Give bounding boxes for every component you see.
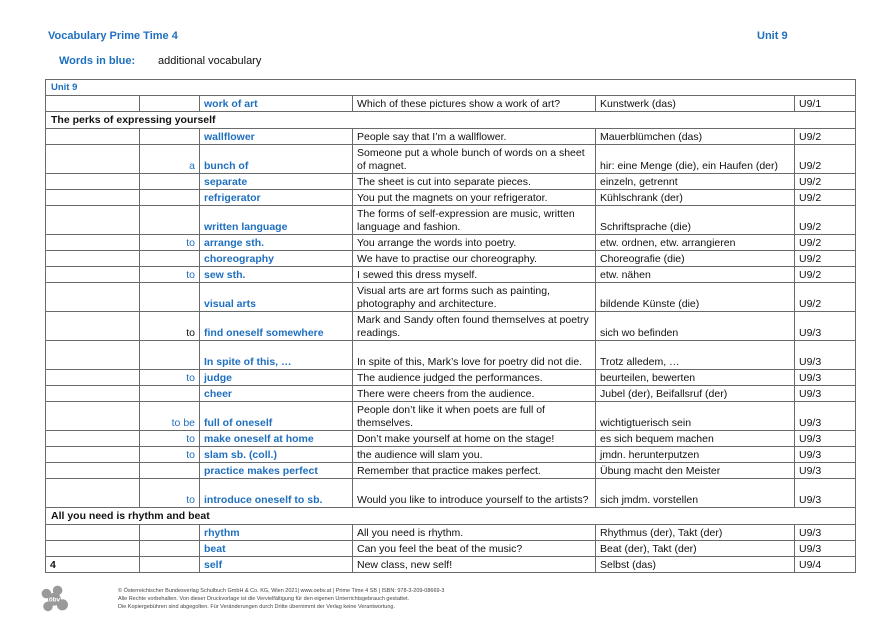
word-prefix — [140, 283, 200, 312]
word-prefix — [140, 341, 200, 370]
unit-reference: U9/2 — [795, 145, 856, 174]
unit-reference: U9/4 — [795, 557, 856, 573]
unit-reference: U9/2 — [795, 283, 856, 312]
vocabulary-table — [45, 79, 856, 573]
section-heading-row — [46, 508, 856, 525]
unit-reference: U9/3 — [795, 312, 856, 341]
vocab-word: wallflower — [200, 129, 353, 145]
row-number-cell — [46, 190, 140, 206]
row-number-cell — [46, 206, 140, 235]
word-prefix: a — [140, 145, 200, 174]
vocab-row — [46, 235, 856, 251]
vocab-word: cheer — [200, 386, 353, 402]
copyright-notice — [118, 587, 444, 611]
vocab-row — [46, 447, 856, 463]
vocab-row — [46, 145, 856, 174]
german-translation: es sich bequem machen — [596, 431, 795, 447]
word-prefix — [140, 386, 200, 402]
vocab-row — [46, 283, 856, 312]
unit-reference: U9/2 — [795, 267, 856, 283]
word-prefix — [140, 129, 200, 145]
german-translation: hir: eine Menge (die), ein Haufen (der) — [596, 145, 795, 174]
page-title: Vocabulary Prime Time 4 — [48, 30, 178, 42]
vocab-word: choreography — [200, 251, 353, 267]
word-prefix: to — [140, 267, 200, 283]
row-number-cell — [46, 312, 140, 341]
german-translation: sich jmdm. vorstellen — [596, 479, 795, 508]
vocab-word: introduce oneself to sb. — [200, 479, 353, 508]
vocab-row — [46, 525, 856, 541]
unit-reference: U9/2 — [795, 190, 856, 206]
german-translation: Selbst (das) — [596, 557, 795, 573]
example-sentence: Remember that practice makes perfect. — [353, 463, 596, 479]
unit-reference: U9/3 — [795, 525, 856, 541]
row-number-cell — [46, 370, 140, 386]
vocab-word: arrange sth. — [200, 235, 353, 251]
vocab-word: practice makes perfect — [200, 463, 353, 479]
vocab-word: rhythm — [200, 525, 353, 541]
publisher-logo — [40, 584, 72, 616]
example-sentence: Would you like to introduce yourself to the artists? — [353, 479, 596, 508]
vocab-row — [46, 174, 856, 190]
word-prefix — [140, 541, 200, 557]
example-sentence: Visual arts are art forms such as painting, photography and architecture. — [353, 283, 596, 312]
row-number-cell — [46, 463, 140, 479]
vocab-word: refrigerator — [200, 190, 353, 206]
example-sentence: The forms of self-expression are music, written language and fashion. — [353, 206, 596, 235]
row-number-cell — [46, 235, 140, 251]
row-number-cell — [46, 431, 140, 447]
unit-reference: U9/2 — [795, 235, 856, 251]
german-translation: etw. ordnen, etw. arrangieren — [596, 235, 795, 251]
publisher-logo-text: öbv — [48, 596, 61, 604]
example-sentence: the audience will slam you. — [353, 447, 596, 463]
word-prefix — [140, 557, 200, 573]
example-sentence: Mark and Sandy often found themselves at poetry readings. — [353, 312, 596, 341]
german-translation: einzeln, getrennt — [596, 174, 795, 190]
german-translation: Trotz alledem, … — [596, 341, 795, 370]
section-heading-row — [46, 112, 856, 129]
example-sentence: New class, new self! — [353, 557, 596, 573]
row-number-cell — [46, 145, 140, 174]
vocab-word: In spite of this, … — [200, 341, 353, 370]
unit-reference: U9/2 — [795, 174, 856, 190]
word-prefix: to — [140, 479, 200, 508]
example-sentence: People don’t like it when poets are full of themselves. — [353, 402, 596, 431]
example-sentence: The audience judged the performances. — [353, 370, 596, 386]
example-sentence: You arrange the words into poetry. — [353, 235, 596, 251]
example-sentence: People say that I’m a wallflower. — [353, 129, 596, 145]
german-translation: wichtigtuerisch sein — [596, 402, 795, 431]
example-sentence: We have to practise our choreography. — [353, 251, 596, 267]
word-prefix — [140, 174, 200, 190]
example-sentence: Can you feel the beat of the music? — [353, 541, 596, 557]
unit-reference: U9/3 — [795, 402, 856, 431]
table-unit-row — [46, 80, 856, 96]
vocab-row — [46, 370, 856, 386]
unit-reference: U9/3 — [795, 431, 856, 447]
vocab-row — [46, 206, 856, 235]
word-prefix — [140, 525, 200, 541]
vocab-word: full of oneself — [200, 402, 353, 431]
german-translation: Übung macht den Meister — [596, 463, 795, 479]
vocab-row — [46, 541, 856, 557]
row-number-cell — [46, 96, 140, 112]
row-number-cell — [46, 447, 140, 463]
example-sentence: All you need is rhythm. — [353, 525, 596, 541]
legend-value: additional vocabulary — [158, 55, 262, 67]
vocab-word: bunch of — [200, 145, 353, 174]
word-prefix: to be — [140, 402, 200, 431]
vocab-word: judge — [200, 370, 353, 386]
german-translation: Rhythmus (der), Takt (der) — [596, 525, 795, 541]
example-sentence: There were cheers from the audience. — [353, 386, 596, 402]
example-sentence: The sheet is cut into separate pieces. — [353, 174, 596, 190]
vocab-row — [46, 431, 856, 447]
german-translation: jmdn. herunterputzen — [596, 447, 795, 463]
section-heading: The perks of expressing yourself — [46, 112, 856, 129]
copyright-line: © Österreichischer Bundesverlag Schulbuch GmbH & Co. KG, Wien 2021| www.oebv.at | Prime Time 4 SB | ISBN: 978-3-209-08669-3 — [118, 588, 445, 594]
unit-reference: U9/3 — [795, 541, 856, 557]
unit-reference: U9/2 — [795, 251, 856, 267]
german-translation: Kühlschrank (der) — [596, 190, 795, 206]
row-number-cell — [46, 251, 140, 267]
unit-reference: U9/3 — [795, 479, 856, 508]
vocab-word: slam sb. (coll.) — [200, 447, 353, 463]
vocab-row — [46, 402, 856, 431]
vocab-row — [46, 190, 856, 206]
unit-reference: U9/3 — [795, 341, 856, 370]
example-sentence: You put the magnets on your refrigerator. — [353, 190, 596, 206]
german-translation: Kunstwerk (das) — [596, 96, 795, 112]
vocab-word: find oneself somewhere — [200, 312, 353, 341]
example-sentence: I sewed this dress myself. — [353, 267, 596, 283]
example-sentence: Someone put a whole bunch of words on a sheet of magnet. — [353, 145, 596, 174]
vocab-row — [46, 129, 856, 145]
legend-key: Words in blue: — [59, 55, 136, 67]
vocab-row — [46, 557, 856, 573]
german-translation: sich wo befinden — [596, 312, 795, 341]
table-unit-label: Unit 9 — [46, 80, 856, 96]
vocab-word: make oneself at home — [200, 431, 353, 447]
row-number-cell — [46, 402, 140, 431]
german-translation: beurteilen, bewerten — [596, 370, 795, 386]
vocab-word: work of art — [200, 96, 353, 112]
unit-reference: U9/2 — [795, 129, 856, 145]
vocab-word: self — [200, 557, 353, 573]
word-prefix — [140, 96, 200, 112]
german-translation: Choreografie (die) — [596, 251, 795, 267]
copyright-line: Alle Rechte vorbehalten. Von dieser Druckvorlage ist die Vervielfältigung für den eigenen Unterrichtsgebrauch gestattet. — [118, 596, 410, 602]
german-translation: Beat (der), Takt (der) — [596, 541, 795, 557]
page-number: 4 — [46, 557, 140, 573]
copyright-line: Die Kopiergebühren sind abgegolten. Für Veränderungen durch Dritte übernimmt der Verlag keine Verantwortung. — [118, 604, 396, 610]
german-translation: etw. nähen — [596, 267, 795, 283]
example-sentence: Don’t make yourself at home on the stage! — [353, 431, 596, 447]
vocab-word: separate — [200, 174, 353, 190]
vocab-word: beat — [200, 541, 353, 557]
vocab-row — [46, 386, 856, 402]
unit-reference: U9/3 — [795, 370, 856, 386]
vocab-row — [46, 479, 856, 508]
vocab-word: sew sth. — [200, 267, 353, 283]
word-prefix: to — [140, 235, 200, 251]
unit-reference: U9/1 — [795, 96, 856, 112]
word-prefix — [140, 251, 200, 267]
section-heading: All you need is rhythm and beat — [46, 508, 856, 525]
row-number-cell — [46, 479, 140, 508]
word-prefix: to — [140, 431, 200, 447]
word-prefix — [140, 463, 200, 479]
row-number-cell — [46, 129, 140, 145]
vocab-word: written language — [200, 206, 353, 235]
vocab-word: visual arts — [200, 283, 353, 312]
row-number-cell — [46, 174, 140, 190]
example-sentence: In spite of this, Mark’s love for poetry did not die. — [353, 341, 596, 370]
german-translation: bildende Künste (die) — [596, 283, 795, 312]
vocab-row — [46, 463, 856, 479]
german-translation: Mauerblümchen (das) — [596, 129, 795, 145]
german-translation: Jubel (der), Beifallsruf (der) — [596, 386, 795, 402]
vocab-row — [46, 341, 856, 370]
row-number-cell — [46, 541, 140, 557]
word-prefix: to — [140, 370, 200, 386]
row-number-cell — [46, 283, 140, 312]
vocab-row — [46, 251, 856, 267]
row-number-cell — [46, 341, 140, 370]
row-number-cell — [46, 267, 140, 283]
word-prefix — [140, 190, 200, 206]
unit-reference: U9/3 — [795, 447, 856, 463]
vocab-row — [46, 96, 856, 112]
unit-label: Unit 9 — [757, 30, 788, 42]
row-number-cell — [46, 525, 140, 541]
row-number-cell — [46, 386, 140, 402]
german-translation: Schriftsprache (die) — [596, 206, 795, 235]
unit-reference: U9/3 — [795, 463, 856, 479]
word-prefix: to — [140, 312, 200, 341]
unit-reference: U9/2 — [795, 206, 856, 235]
word-prefix — [140, 206, 200, 235]
vocab-row — [46, 312, 856, 341]
word-prefix: to — [140, 447, 200, 463]
example-sentence: Which of these pictures show a work of art? — [353, 96, 596, 112]
vocab-row — [46, 267, 856, 283]
unit-reference: U9/3 — [795, 386, 856, 402]
